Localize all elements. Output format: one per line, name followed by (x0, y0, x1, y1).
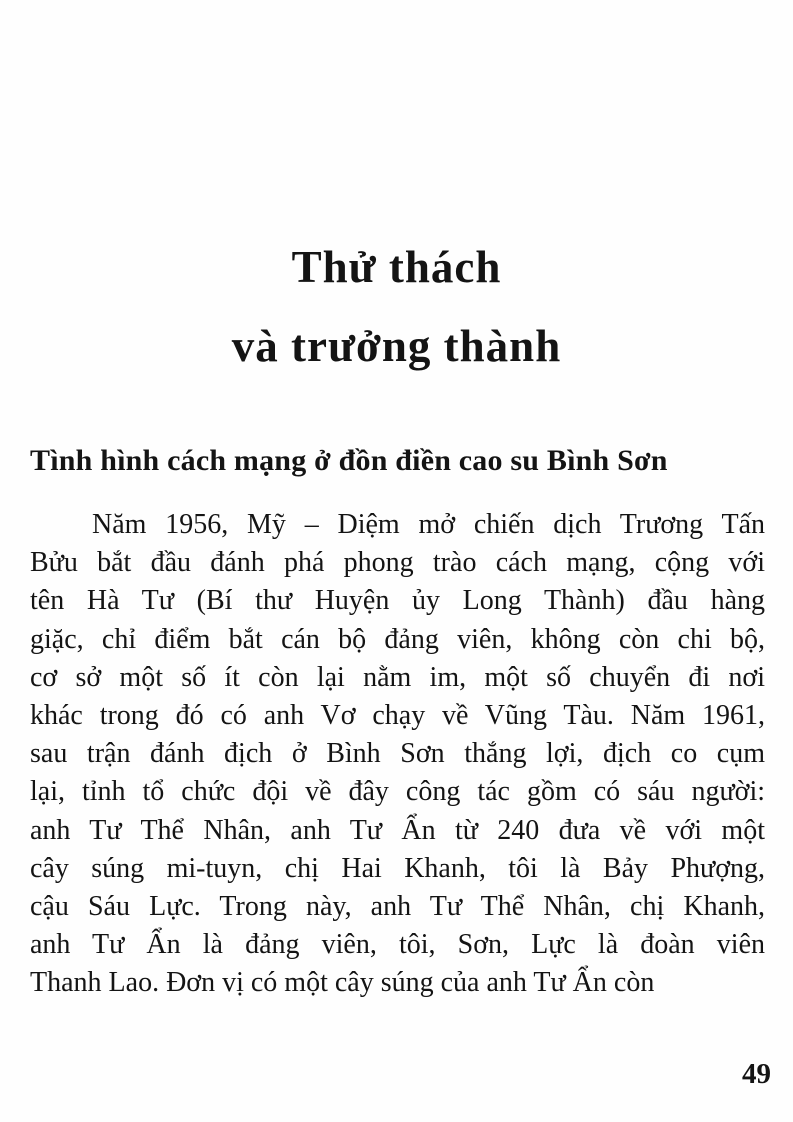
paragraph-line: tên Hà Tư (Bí thư Huyện ủy Long Thành) đầu hàng (30, 585, 765, 617)
paragraph-line: sau trận đánh địch ở Bình Sơn thắng lợi, địch co cụm (30, 738, 765, 770)
paragraph (30, 506, 765, 1003)
paragraph-line: anh Tư Thể Nhân, anh Tư Ẩn từ 240 đưa về với một (30, 814, 765, 846)
paragraph-line: khác trong đó có anh Vơ chạy về Vũng Tàu. Năm 1961, (30, 700, 765, 732)
paragraph-line: cây súng mi-tuyn, chị Hai Khanh, tôi là Bảy Phượng, (30, 852, 765, 884)
chapter-title (0, 0, 793, 386)
paragraph-line: giặc, chỉ điểm bắt cán bộ đảng viên, không còn chi bộ, (30, 623, 765, 655)
section-heading: Tình hình cách mạng ở đồn điền cao su Bình Sơn (30, 444, 668, 477)
paragraph-line: Bửu bắt đầu đánh phá phong trào cách mạng, cộng với (30, 547, 765, 579)
paragraph-line: Năm 1956, Mỹ – Diệm mở chiến dịch Trương Tấn (92, 509, 765, 540)
paragraph-line: anh Tư Ẩn là đảng viên, tôi, Sơn, Lực là đoàn viên (30, 929, 765, 961)
paragraph-line: lại, tỉnh tổ chức đội về đây công tác gồm có sáu người: (30, 776, 765, 808)
paragraph-line: cậu Sáu Lực. Trong này, anh Tư Thể Nhân, chị Khanh, (30, 891, 765, 923)
paragraph-line: cơ sở một số ít còn lại nằm im, một số chuyển đi nơi (30, 661, 765, 693)
paragraph-line: Thanh Lao. Đơn vị có một cây súng của anh Tư Ẩn còn (30, 967, 655, 999)
page-number: 49 (742, 1058, 771, 1090)
chapter-title-line-1: Thử thách (291, 242, 502, 292)
chapter-title-line-2: và trưởng thành (231, 321, 562, 371)
